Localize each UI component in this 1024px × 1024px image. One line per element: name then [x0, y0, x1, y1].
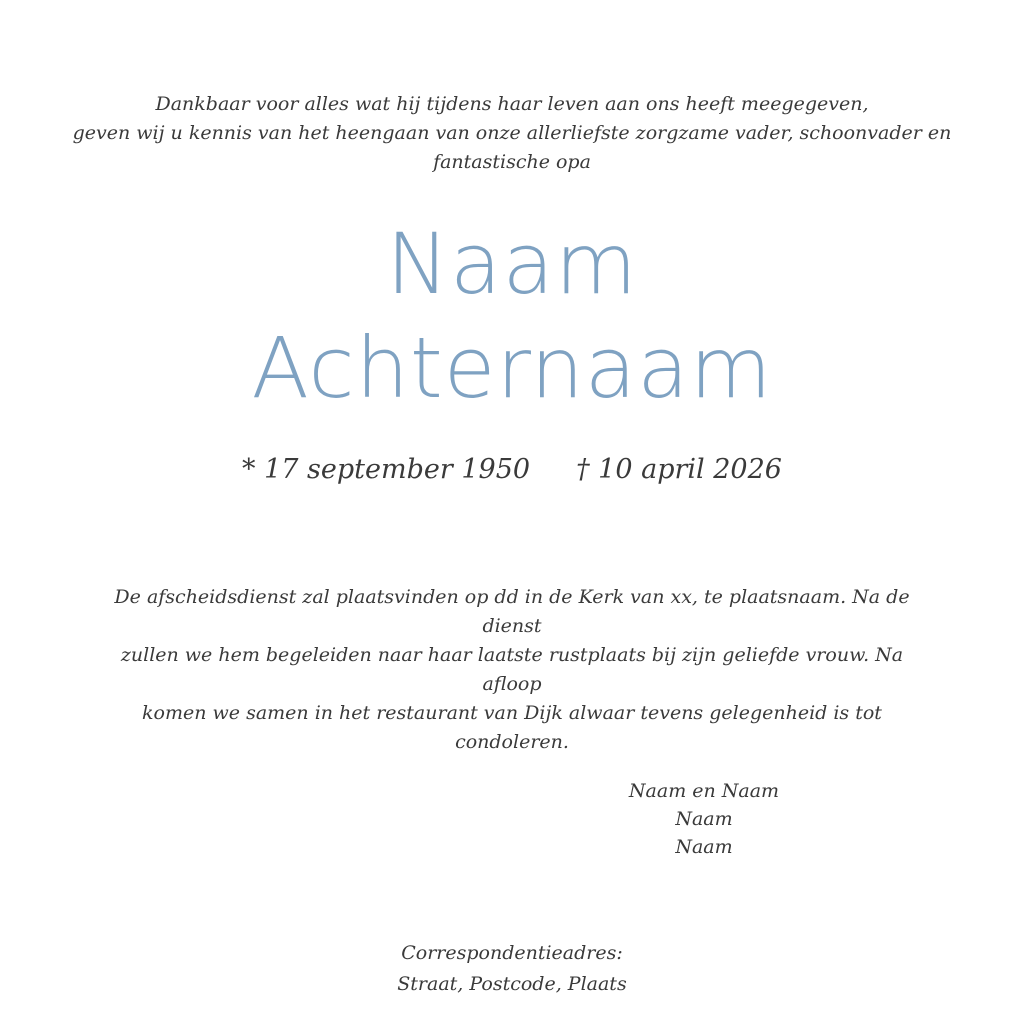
first-name: Naam — [386, 215, 638, 313]
ceremony-line: zullen we hem begeleiden naar haar laatste rustplaats bij zijn geliefde vrouw. Na afloop — [120, 644, 904, 695]
family-signature — [564, 777, 844, 861]
intro-line: fantastische opa — [433, 151, 591, 173]
signature-line: Naam — [675, 836, 733, 858]
deceased-name — [0, 212, 1024, 420]
ceremony-line: komen we samen in het restaurant van Dijk alwaar tevens gelegenheid is tot condoleren. — [142, 702, 882, 753]
address-label: Correspondentieadres: — [401, 942, 623, 964]
ceremony-text — [90, 583, 934, 757]
life-dates — [0, 452, 1024, 488]
signature-line: Naam en Naam — [628, 780, 780, 802]
last-name: Achternaam — [251, 319, 773, 417]
intro-line: geven wij u kennis van het heengaan van onze allerliefste zorgzame vader, schoonvader en — [72, 122, 952, 144]
intro-text — [0, 90, 1024, 177]
death-date: † 10 april 2026 — [576, 454, 782, 485]
correspondence-address — [0, 938, 1024, 1000]
address-value: Straat, Postcode, Plaats — [397, 973, 627, 995]
birth-date: * 17 september 1950 — [242, 454, 531, 485]
signature-line: Naam — [675, 808, 733, 830]
ceremony-line: De afscheidsdienst zal plaatsvinden op dd in de Kerk van xx, te plaatsnaam. Na de dienst — [114, 586, 910, 637]
intro-line: Dankbaar voor alles wat hij tijdens haar leven aan ons heeft meegegeven, — [155, 93, 869, 115]
